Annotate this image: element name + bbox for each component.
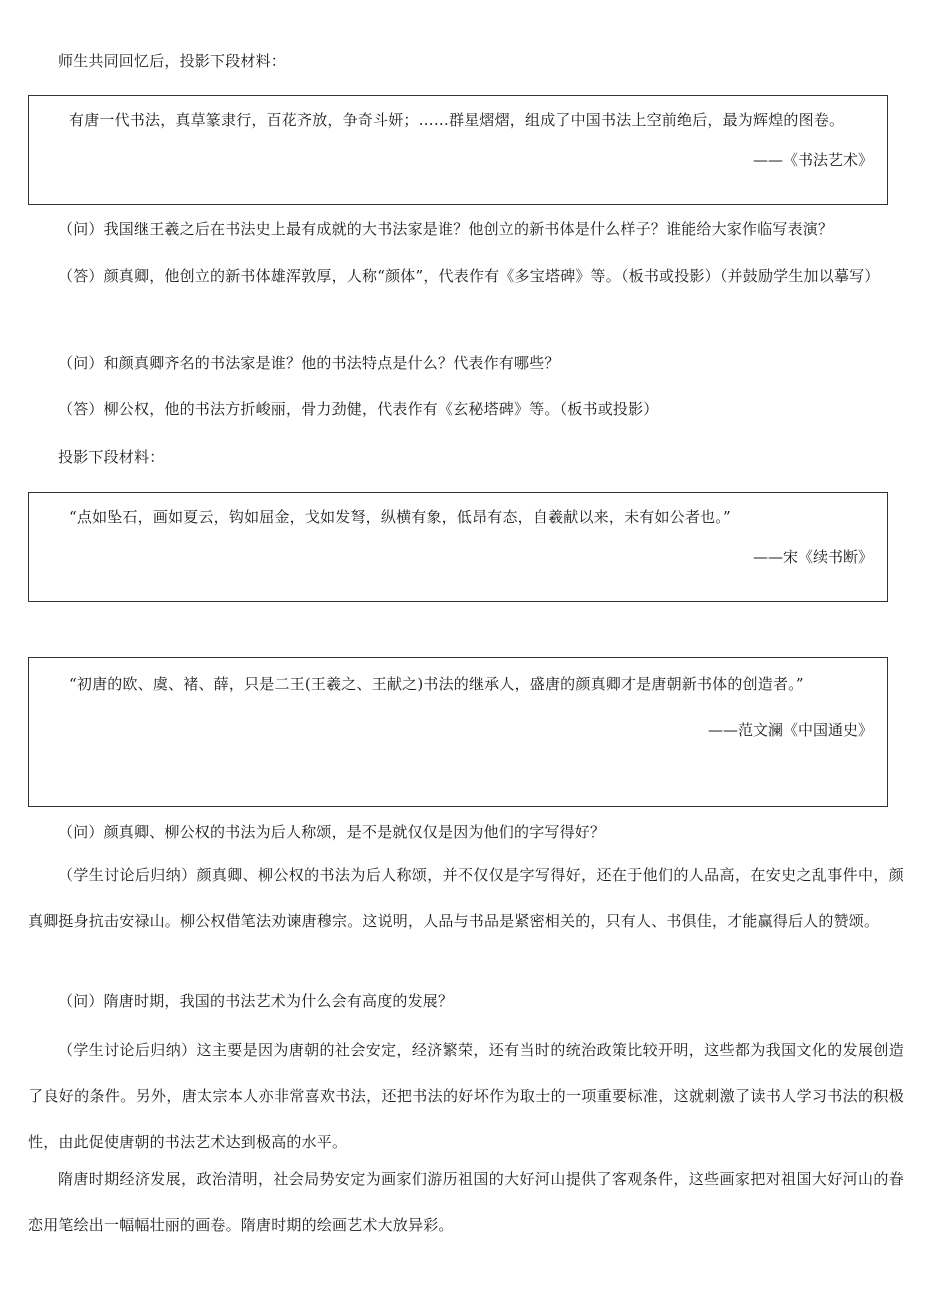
quote-source: ——《书法艺术》 bbox=[752, 151, 873, 169]
quote-box-xu-shu-duan bbox=[28, 492, 888, 602]
quote-box-zhongguo-tongshi bbox=[28, 657, 888, 807]
quote-box-calligraphy-art bbox=[28, 95, 888, 205]
answer-4: （学生讨论后归纳）这主要是因为唐朝的社会安定，经济繁荣，还有当时的统治政策比较开明，这些都为我国文化的发展创造了良好的条件。另外，唐太宗本人亦非常喜欢书法，还把书法的好坏作为取士的一项重要标准，这就刺激了读书人学习书法的积极性，由此促使唐朝的书法艺术达到极高的水平。 bbox=[28, 1041, 904, 1151]
closing-paragraph: 隋唐时期经济发展，政治清明，社会局势安定为画家们游历祖国的大好河山提供了客观条件，这些画家把对祖国大好河山的眷恋用笔绘出一幅幅壮丽的画卷。隋唐时期的绘画艺术大放异彩。 bbox=[28, 1170, 904, 1234]
quote-text: “初唐的欧、虞、褚、薛，只是二王(王羲之、王献之)书法的继承人，盛唐的颜真卿才是唐朝新书体的创造者。” bbox=[69, 675, 804, 693]
answer-3: （学生讨论后归纳）颜真卿、柳公权的书法为后人称颂，并不仅仅是字写得好，还在于他们的人品高，在安史之乱事件中，颜真卿挺身抗击安禄山。柳公权借笔法劝谏唐穆宗。这说明，人品与书品是紧密相关的，只有人、书俱佳，才能赢得后人的赞颂。 bbox=[28, 866, 904, 930]
answer-2: （答）柳公权，他的书法方折峻丽，骨力劲健，代表作有《玄秘塔碑》等。（板书或投影） bbox=[58, 400, 659, 418]
quote-text: “点如坠石，画如夏云，钩如屈金，戈如发弩，纵横有象，低昂有态，自羲献以来，未有如公者也。” bbox=[69, 508, 731, 526]
question-1: （问）我国继王羲之后在书法史上最有成就的大书法家是谁？他创立的新书体是什么样子？谁能给大家作临写表演？ bbox=[58, 220, 834, 238]
answer-1: （答）颜真卿，他创立的新书体雄浑敦厚，人称“颜体”，代表作有《多宝塔碑》等。（板书或投影）（并鼓励学生加以摹写） bbox=[58, 267, 880, 285]
question-2: （问）和颜真卿齐名的书法家是谁？他的书法特点是什么？代表作有哪些？ bbox=[58, 354, 560, 372]
quote-source: ——宋《续书断》 bbox=[752, 548, 873, 566]
quote-text: 有唐一代书法，真草篆隶行，百花齐放，争奇斗妍；……群星熠熠，组成了中国书法上空前绝后，最为辉煌的图卷。 bbox=[69, 111, 845, 129]
question-4: （问）隋唐时期，我国的书法艺术为什么会有高度的发展？ bbox=[58, 992, 454, 1010]
quote-source: ——范文澜《中国通史》 bbox=[707, 721, 873, 739]
intro-paragraph-1: 师生共同回忆后，投影下段材料： bbox=[58, 52, 287, 70]
intro-paragraph-2: 投影下段材料： bbox=[58, 448, 165, 466]
question-3: （问）颜真卿、柳公权的书法为后人称颂，是不是就仅仅是因为他们的字写得好？ bbox=[58, 823, 606, 841]
